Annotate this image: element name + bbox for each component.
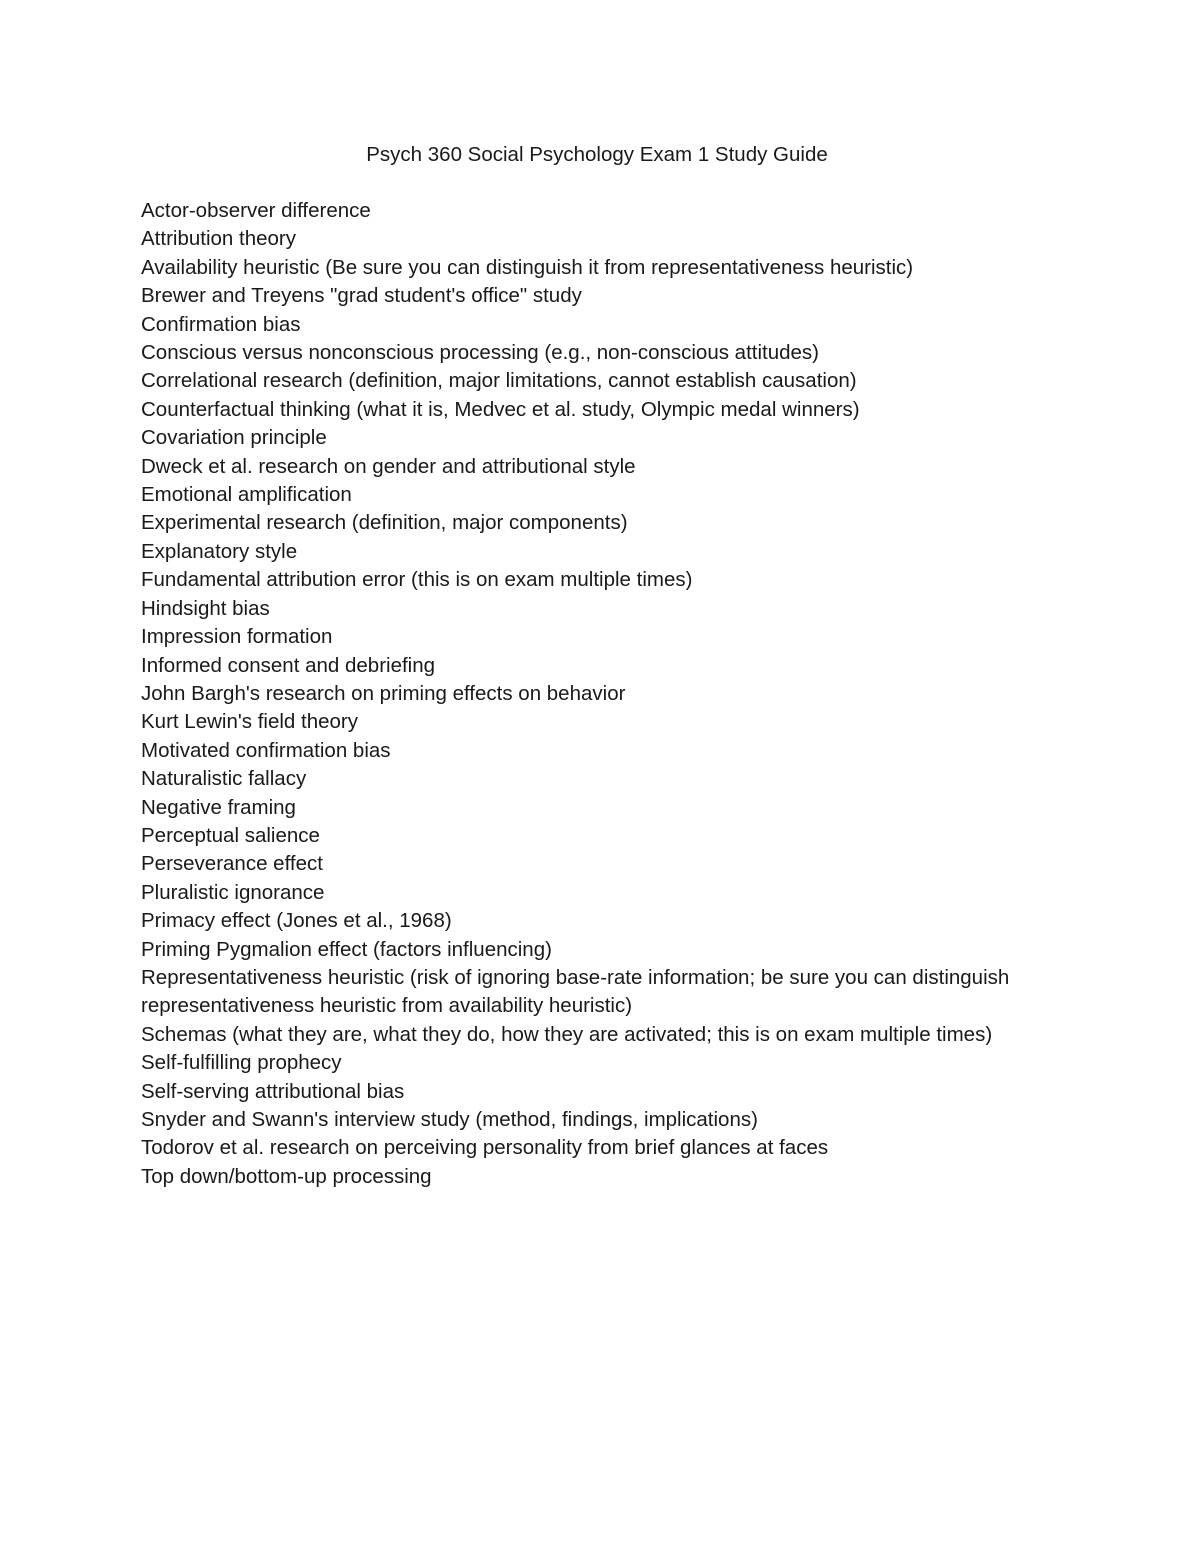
list-item: Conscious versus nonconscious processing (e.g., non-conscious attitudes) — [141, 341, 819, 365]
list-item: Motivated confirmation bias — [141, 738, 391, 762]
list-item: Attribution theory — [141, 227, 296, 251]
list-item: Impression formation — [141, 625, 333, 649]
list-item: Emotional amplification — [141, 483, 352, 507]
list-item: Todorov et al. research on perceiving personality from brief glances at faces — [141, 1136, 829, 1160]
list-item: Priming Pygmalion effect (factors influencing) — [141, 937, 552, 961]
list-item: Availability heuristic (Be sure you can distinguish it from representativeness heuristic) — [141, 255, 914, 279]
list-item: Naturalistic fallacy — [141, 767, 307, 791]
list-item: Brewer and Treyens "grad student's office" study — [141, 284, 582, 308]
list-item: John Bargh's research on priming effects on behavior — [141, 681, 626, 705]
list-item: Covariation principle — [141, 426, 327, 450]
list-item: Informed consent and debriefing — [141, 653, 436, 677]
list-item: Primacy effect (Jones et al., 1968) — [141, 909, 452, 933]
list-item: Snyder and Swann's interview study (method, findings, implications) — [141, 1108, 758, 1131]
list-item: Explanatory style — [141, 539, 298, 563]
list-item: Dweck et al. research on gender and attributional style — [141, 454, 636, 478]
list-item: Perceptual salience — [141, 823, 320, 847]
list-item: Representativeness heuristic (risk of ignoring base-rate information; be sure you can distinguish representativeness heuristic from availability heuristic) — [141, 965, 1010, 1018]
list-item: Negative framing — [141, 795, 296, 819]
list-item: Kurt Lewin's field theory — [141, 710, 358, 734]
list-item: Perseverance effect — [141, 852, 323, 876]
list-item: Schemas (what they are, what they do, how they are activated; this is on exam multiple times) — [141, 1022, 993, 1046]
list-item: Confirmation bias — [141, 312, 301, 336]
list-item: Experimental research (definition, major components) — [141, 511, 628, 535]
list-item: Hindsight bias — [141, 596, 270, 620]
list-item: Fundamental attribution error (this is on exam multiple times) — [141, 568, 693, 592]
list-item: Self-serving attributional bias — [141, 1079, 405, 1103]
list-item: Actor-observer difference — [141, 199, 371, 222]
page-title: Psych 360 Social Psychology Exam 1 Study Guide — [366, 143, 828, 166]
study-term-list — [141, 197, 1081, 1191]
list-item: Counterfactual thinking (what it is, Medvec et al. study, Olympic medal winners) — [141, 397, 860, 421]
list-item: Pluralistic ignorance — [141, 880, 325, 904]
list-item: Correlational research (definition, major limitations, cannot establish causation) — [141, 369, 857, 393]
list-item: Top down/bottom-up processing — [141, 1164, 432, 1188]
list-item: Self-fulfilling prophecy — [141, 1051, 342, 1075]
